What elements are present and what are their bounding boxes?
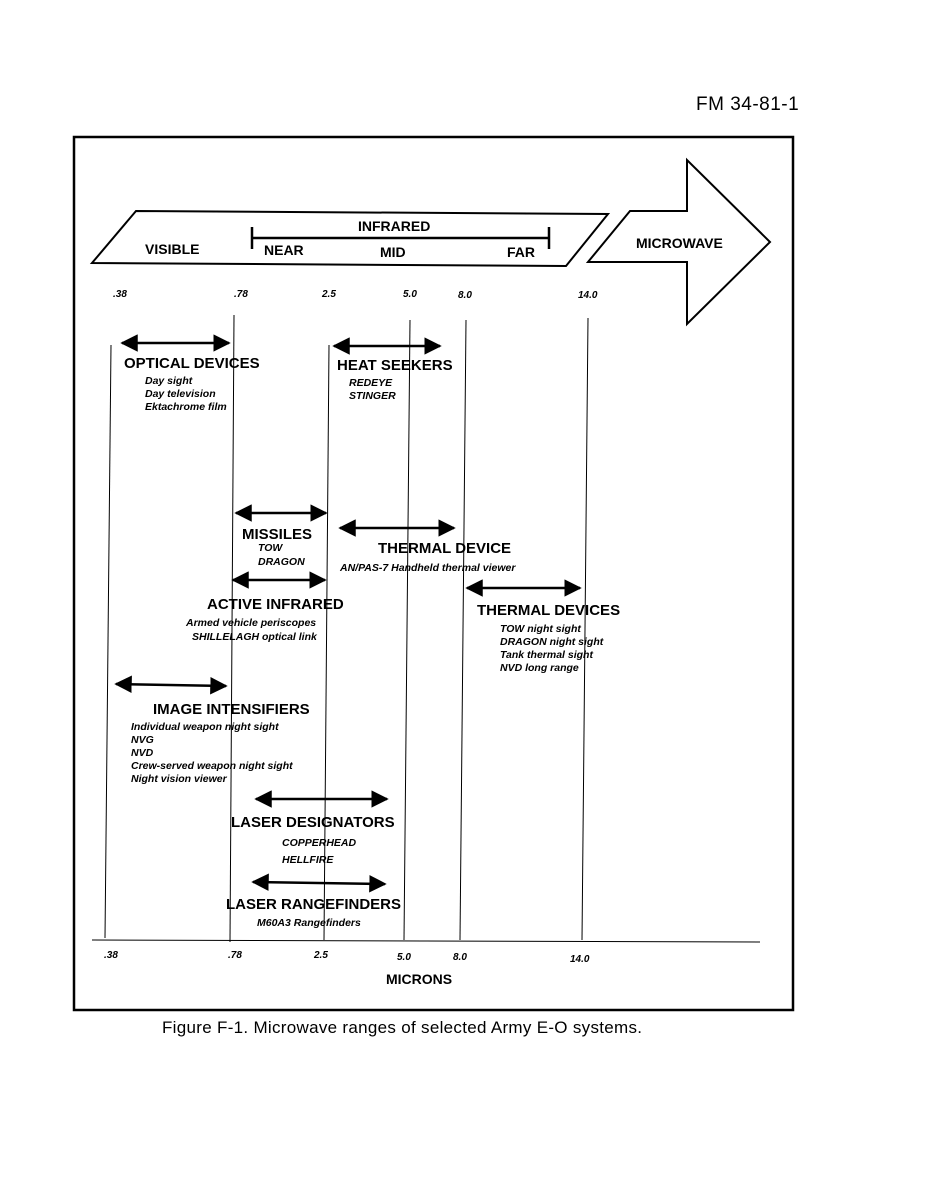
tick-bottom-140: 14.0 [570,954,590,965]
tick-bottom-038: .38 [104,950,118,961]
tick-top-80: 8.0 [458,290,472,301]
arrow-laser-rf [253,882,385,884]
optical-devices-title: OPTICAL DEVICES [124,355,260,372]
thermal-devices-item: TOW night sight [500,623,581,635]
image-intensifiers-title: IMAGE INTENSIFIERS [153,701,310,718]
active-infrared-item: SHILLELAGH optical link [192,631,317,643]
band-near: NEAR [264,242,304,258]
figure-caption: Figure F-1. Microwave ranges of selected Army E-O systems. [162,1018,643,1037]
active-infrared-item: Armed vehicle periscopes [186,617,317,629]
tick-top-50: 5.0 [403,289,417,300]
tick-bottom-078: .78 [228,950,242,961]
missiles-item: TOW [258,542,283,554]
laser-rangefinders-title: LASER RANGEFINDERS [226,896,402,913]
tick-top-140: 14.0 [578,290,598,301]
optical-item: Day television [145,388,216,400]
gridline-25 [324,345,329,940]
thermal-devices-item: DRAGON night sight [500,636,604,648]
missiles-item: DRAGON [258,556,305,568]
laser-designators-title: LASER DESIGNATORS [231,814,395,831]
missiles-title: MISSILES [242,526,313,543]
band-microwave: MICROWAVE [636,235,723,251]
gridline-50 [404,320,410,940]
document-id: FM 34-81-1 [696,94,800,115]
optical-item: Ektachrome film [145,401,227,413]
thermal-device-title: THERMAL DEVICE [378,540,512,557]
laser-rangefinders-item: M60A3 Rangefinders [257,917,361,929]
band-mid: MID [380,244,406,260]
axis-baseline [92,940,760,942]
optical-item: Day sight [145,375,193,387]
thermal-devices-item: NVD long range [500,662,579,674]
band-far: FAR [507,244,535,260]
thermal-device-item: AN/PAS-7 Handheld thermal viewer [340,562,516,574]
image-intensifiers-item: NVD [131,747,154,759]
gridline-140 [582,318,588,940]
laser-designators-item: HELLFIRE [282,854,334,866]
image-intensifiers-item: Crew-served weapon night sight [131,760,293,772]
image-intensifiers-item: Individual weapon night sight [131,721,279,733]
tick-bottom-25: 2.5 [314,950,328,961]
gridline-038 [105,345,111,938]
thermal-devices-item: Tank thermal sight [500,649,593,661]
tick-top-25: 2.5 [322,289,336,300]
band-infrared: INFRARED [358,218,431,234]
arrow-image-int [116,684,226,686]
laser-designators-item: COPPERHEAD [282,837,357,849]
axis-label: MICRONS [386,971,453,987]
tick-bottom-80: 8.0 [453,952,467,963]
thermal-devices-title: THERMAL DEVICES [477,602,621,619]
active-infrared-title: ACTIVE INFRARED [207,596,344,613]
gridline-80 [460,320,466,940]
heat-seekers-item: STINGER [349,390,396,402]
heat-seekers-item: REDEYE [349,377,393,389]
image-intensifiers-item: Night vision viewer [131,773,227,785]
heat-seekers-title: HEAT SEEKERS [337,357,453,374]
tick-bottom-50: 5.0 [397,952,411,963]
tick-top-038: .38 [113,289,127,300]
tick-top-078: .78 [234,289,248,300]
image-intensifiers-item: NVG [131,734,154,746]
band-visible: VISIBLE [145,241,200,257]
